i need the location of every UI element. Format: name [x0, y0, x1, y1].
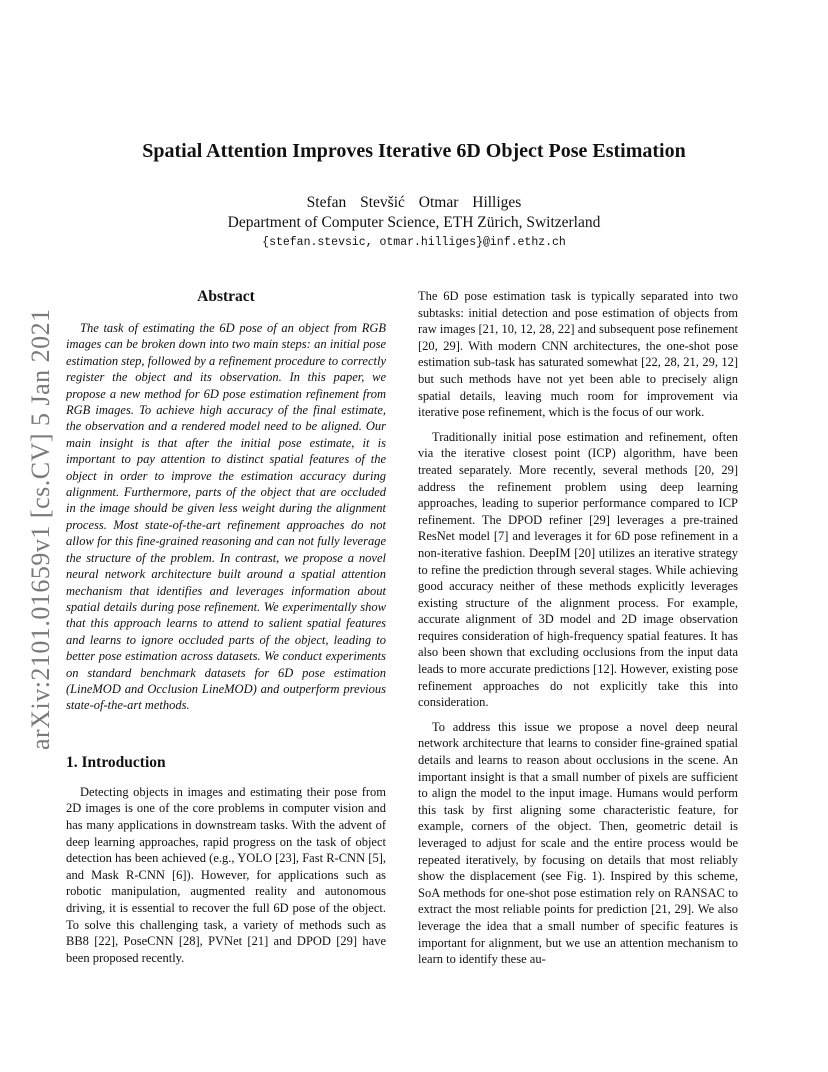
author-affiliation: Department of Computer Science, ETH Zürich, Switzerland	[227, 214, 601, 231]
author-email: {stefan.stevsic, otmar.hilliges}@inf.ethz.ch	[262, 236, 566, 249]
intro-paragraph-1: Detecting objects in images and estimating their pose from 2D images is one of the core problems in computer vision and has many applications in downstream tasks. With the advent of deep learning approaches, rapid progress on the task of object detection has been achieved (e.g., YOLO [23], Fast R-CNN [5], and Mask R-CNN [6]). However, for applications such as robotic manipulation, augmented reality and autonomous driving, it is essential to recover the full 6D pose of the object. To solve this challenging task, a variety of methods such as BB8 [22], PoseCNN [28], PVNet [21] and DPOD [29] have been proposed recently.	[66, 784, 386, 965]
paper-title: Spatial Attention Improves Iterative 6D Object Pose Estimation	[142, 140, 686, 162]
author-names: Stefan Stevšić Otmar Hilliges	[306, 194, 522, 211]
intro-paragraph-2: The 6D pose estimation task is typically separated into two subtasks: initial detection and pose estimation of objects from raw images [21, 10, 12, 28, 22] and subsequent pose refinement [20, 29]. With modern CNN architectures, the one-shot pose estimation sub-task has saturated somewhat [22, 28, 21, 29, 12] but such methods have not yet been able to precisely align spatial details, leaving much room for improvement via iterative pose refinement, which is the focus of our work.	[418, 289, 738, 420]
arxiv-identifier-stamp	[18, 300, 58, 750]
right-column	[418, 288, 738, 976]
left-column	[66, 288, 386, 974]
intro-paragraph-3: Traditionally initial pose estimation and refinement, often via the iterative closest point (ICP) algorithm, have been treated separately. More recently, several methods [20, 29] address the refinement problem using deep learning approaches, leading to superior performance compared to ICP refinement. The DPOD refiner [29] leverages a pre-trained ResNet model [7] and leverages it for 6D pose refinement in a non-iterative fashion. DeepIM [20] utilizes an iterative strategy to refine the prediction through several stages. While achieving good accuracy neither of these methods explicitly leverages existing structure of the alignment process. For example, accurate alignment of 3D model and 2D image observation requires consideration of high-frequency spatial features. It has also been shown that excluding occlusions from the input data leads to more accurate predictions [12]. However, existing pose refinement approaches do not explicitly take this into consideration.	[418, 429, 738, 710]
abstract-text: The task of estimating the 6D pose of an object from RGB images can be broken down into two main steps: an initial pose estimation step, followed by a refinement procedure to correctly register the object and its observation. In this paper, we propose a new method for 6D pose estimation refinement from RGB images. To achieve high accuracy of the final estimate, the observation and a rendered model need to be aligned. Our main insight is that after the initial pose estimate, it is important to pay attention to distinct spatial features of the object in order to improve the estimation accuracy during alignment. Furthermore, parts of the object that are occluded in the image should be given less weight during the alignment process. Most state-of-the-art refinement approaches do not allow for this fine-grained reasoning and can not fully leverage the structure of the problem. In contrast, we propose a novel neural network architecture built around a spatial attention mechanism that identifies and leverages information about spatial details during pose refinement. We experimentally show that this approach learns to attend to salient spatial features and learns to ignore occluded parts of the object, leading to better pose estimation across datasets. We conduct experiments on standard benchmark datasets for 6D pose estimation (LineMOD and Occlusion LineMOD) and outperform previous state-of-the-art methods.	[66, 321, 386, 713]
arxiv-identifier-text: arXiv:2101.01659v1 [cs.CV] 5 Jan 2021	[26, 308, 55, 750]
abstract-heading: Abstract	[197, 288, 255, 305]
introduction-heading: 1. Introduction	[66, 753, 166, 771]
intro-paragraph-4: To address this issue we propose a novel deep neural network architecture that learns to consider fine-grained spatial details and learns to reason about occlusions in the scene. An important insight is that a small number of pixels are sufficient to align the model to the input image. Humans would perform this task by first aligning some characteristic feature, for example, corners of the object. Then, geometric detail is leveraged to adjust for scale and the entire process would be repeated iteratively, by focusing on details that most reliably show the displacement (see Fig. 1). Inspired by this scheme, SoA methods for one-shot pose estimation rely on RANSAC to extract the most reliable points for prediction [21, 29]. We also leverage the idea that a small number of specific features is important for alignment, but we use an attention mechanism to learn to identify these au-	[418, 719, 738, 967]
